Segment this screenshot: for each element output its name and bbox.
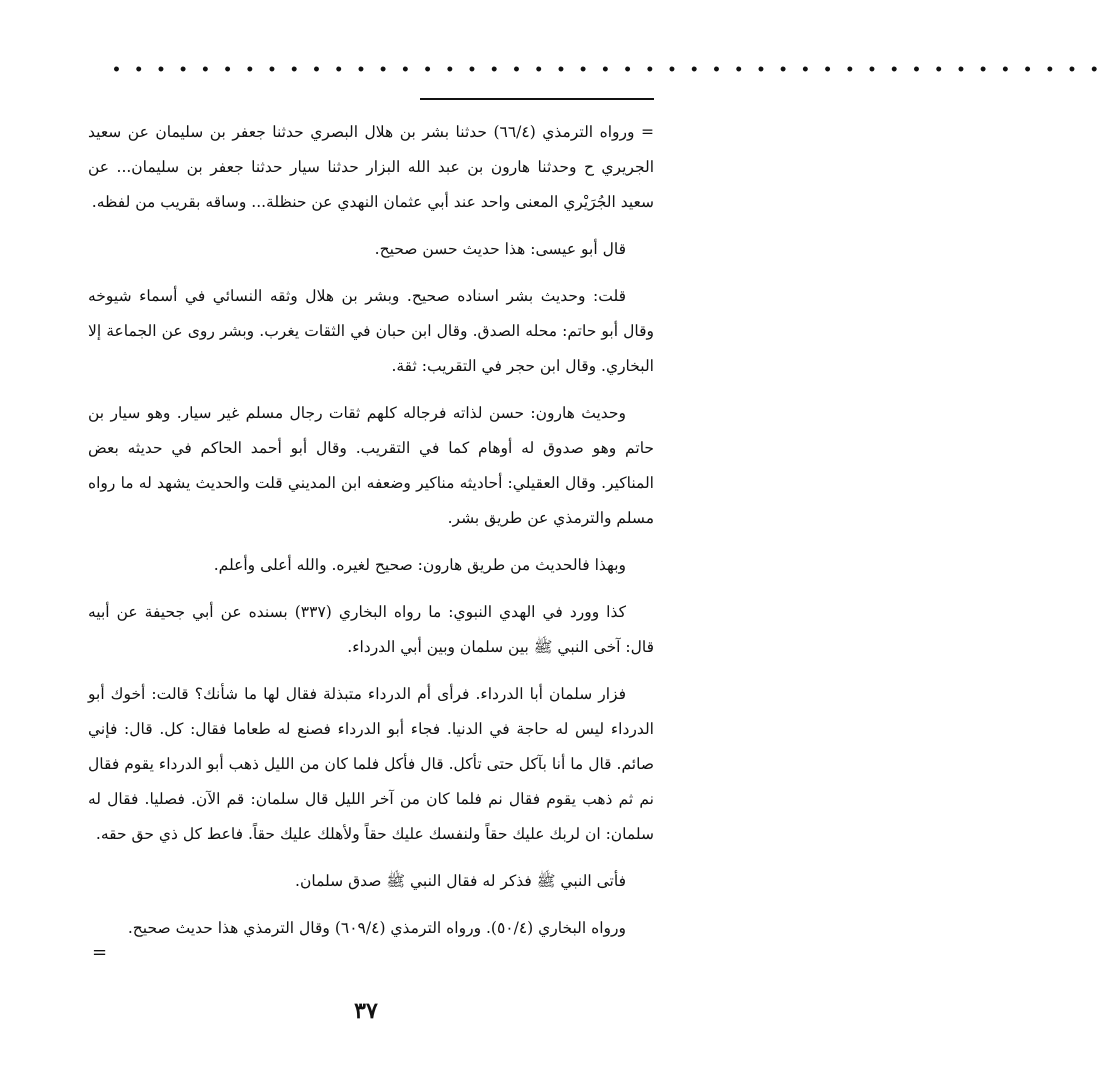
decorative-dotted-rule: • • • • • • • • • • • • • • • • • • • • • • • • • • • • • • • • • • • • • • • • • • • • • [112,62,1103,78]
paragraph-salman-story: فزار سلمان أبا الدرداء. فرأى أم الدرداء متبذلة فقال لها ما شأنك؟ قالت: أخوك أبو الدرداء ليس له حاجة في الدنيا. فجاء أبو الدرداء فصنع له طعاما فقال: كل. قال: فإني صائم. قال ما أنا بآكل حتى تأكل. قال فأكل فلما كان من الليل ذهب أبو الدرداء يقوم فقال نم ثم ذهب يقوم فقال نم فلما كان من آخر الليل قال سلمان: قم الآن. فصليا. فقال له سلمان: ان لربك عليك حقاً ولنفسك عليك حقاً ولأهلك عليك حقاً. فاعط كل ذي حق حقه. [88,685,654,843]
paragraph-harun-evaluation: وحديث هارون: حسن لذاته فرجاله كلهم ثقات رجال مسلم غير سيار. وهو سيار بن حاتم وهو صدوق له أوهام كما في التقريب. وقال أبو أحمد الحاكم في حديثه بعض المناكير. وقال العقيلي: أحاديثه مناكير وضعفه ابن المديني قلت والحديث يشهد له ما رواه مسلم والترمذي عن طريق بشر. [88,404,654,527]
footnote-separator-line [420,98,654,100]
paragraph-hadith-conclusion: وبهذا فالحديث من طريق هارون: صحيح لغيره. والله أعلى وأعلم. [213,556,626,574]
paragraph-tirmidhi-chain: = ورواه الترمذي (٦٦/٤) حدثنا بشر بن هلال البصري حدثنا جعفر بن سليمان عن سعيد الجريري ح وحدثنا هارون بن عبد الله البزار حدثنا سيار حدثنا جعفر بن سليمان... عن سعيد الجُرَيْري المعنى واحد عند أبي عثمان النهدي عن حنظلة... وساقه بقريب من لفظه. [88,123,654,211]
continuation-mark: = [92,942,108,963]
paragraph-bukhari-narration: كذا وورد في الهدي النبوي: ما رواه البخاري (٣٣٧) بسنده عن أبي جحيفة عن أبيه قال: آخى النبي ﷺ بين سلمان وبين أبي الدرداء. [88,603,654,656]
paragraph-prophet-confirmation: فأتى النبي ﷺ فذكر له فقال النبي ﷺ صدق سلمان. [295,872,626,890]
paragraph-abu-isa-verdict: قال أبو عيسى: هذا حديث حسن صحيح. [374,240,626,258]
page-number: ٣٧ [354,998,378,1024]
page-body [88,115,654,946]
paragraph-references: ورواه البخاري (٥٠/٤). ورواه الترمذي (٦٠٩/٤) وقال الترمذي هذا حديث صحيح. [127,919,626,937]
paragraph-bishr-evaluation: قلت: وحديث بشر اسناده صحيح. وبشر بن هلال وثقه النسائي في أسماء شيوخه وقال أبو حاتم: محله الصدق. وقال ابن حبان في الثقات يغرب. وبشر روى عن الجماعة إلا البخاري. وقال ابن حجر في التقريب: ثقة. [88,287,654,375]
